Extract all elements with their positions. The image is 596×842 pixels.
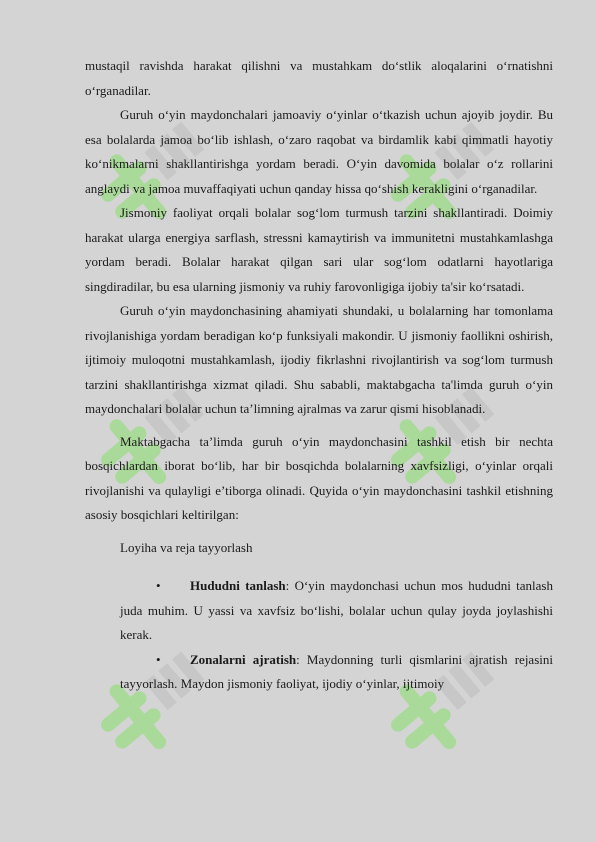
paragraph: Guruh o‘yin maydonchasining ahamiyati shundaki, u bolalarning har tomonlama rivojlanishiga yordam beradigan ko‘p funksiyali makondir. U jismoniy faollikni oshirish, ijtimoiy muloqotni mustahkamlash, ijodiy fikrlashni rivojlantirish va sog‘lom turmush tarzini shakllantirishga xizmat qiladi. Shu sababli, maktabgacha ta'limda guruh o‘yin maydonchalari bolalar uchun ta’limning ajralmas va zarur qismi hisoblanadi. [85, 303, 553, 416]
document-body [85, 54, 553, 697]
list-item-text: : Maydonning turli qismlarini ajratish rejasini tayyorlash. Maydon jismoniy faoliyat, ijodiy o‘yinlar, ijtimoiy [120, 651, 553, 691]
bullet-list [120, 574, 553, 697]
section-heading: Loyiha va reja tayyorlash [120, 539, 253, 555]
paragraph: Jismoniy faoliyat orqali bolalar sog‘lom turmush tarzini shakllantiradi. Doimiy harakat ularga energiya sarflash, stressni kamaytirish va immunitetni mustahkamlashga yordam beradi. Bolalar harakat qilgan sari ular sog‘lom odatlarni hayotlariga singdiradilar, bu esa ularning jismoniy va ruhiy farovonligiga ijobiy ta'sir ko‘rsatadi. [85, 205, 553, 294]
list-item-term: Zonalarni ajratish [190, 651, 297, 667]
paragraph: Maktabgacha ta’limda guruh o‘yin maydonchasini tashkil etish bir nechta bosqichlardan iborat bo‘lib, har bir bosqichda bolalarning xavfsizligi, o‘yinlar orqali rivojlanishi va qulayligi e’tiborga olinadi. Quyida o‘yin maydonchasini tashkil etishning asosiy bosqichlari keltirilgan: [85, 433, 553, 522]
paragraph: Guruh o‘yin maydonchalari jamoaviy o‘yinlar o‘tkazish uchun ajoyib joydir. Bu esa bolalarda jamoa bo‘lib ishlash, o‘zaro raqobat va birdamlik kabi qimmatli hayotiy ko‘nikmalarni shakllantirishga yordam beradi. O‘yin davomida bolalar o‘z rollarini anglaydi va jamoa muvaffaqiyati uchun qanday hissa qo‘shish kerakligini o‘rganadilar. [85, 107, 553, 196]
paragraph: mustaqil ravishda harakat qilishni va mustahkam do‘stlik aloqalarini o‘rnatishni o‘rganadilar. [85, 58, 553, 98]
list-item [120, 648, 553, 697]
list-item-text: : O‘yin maydonchasi uchun mos hududni tanlash juda muhim. U yassi va xavfsiz bo‘lishi, bolalar uchun qulay joyda joylashishi kerak. [120, 578, 553, 642]
bullet-icon: • [156, 651, 161, 667]
bullet-icon: • [156, 578, 161, 593]
list-item [120, 574, 553, 648]
list-item-term: Hududni tanlash [190, 578, 286, 593]
